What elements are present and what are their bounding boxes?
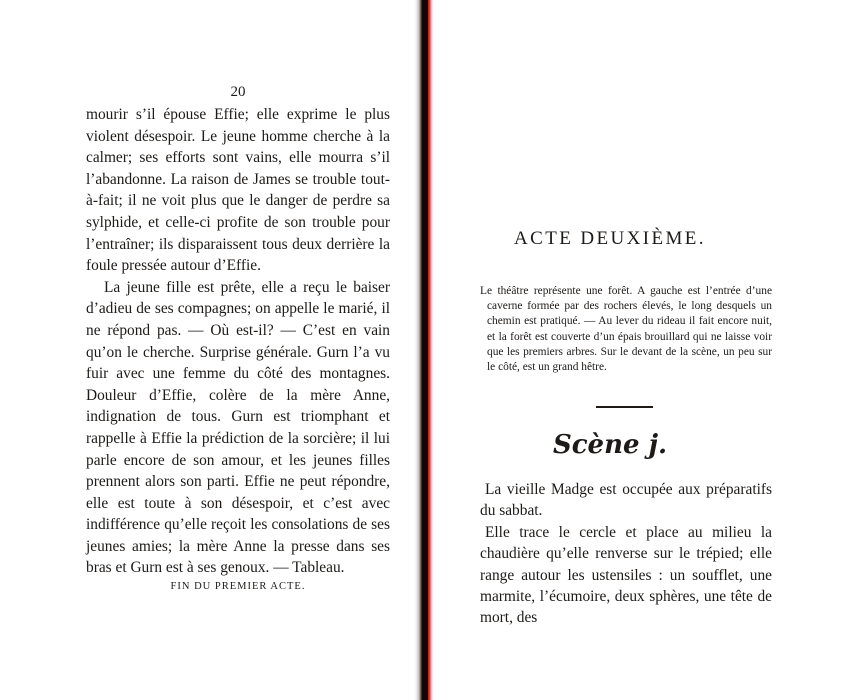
left-page-text (86, 104, 390, 579)
end-of-act-label: FIN DU PREMIER ACTE. (170, 581, 306, 592)
stage-direction: Le théâtre représente une forêt. A gauche est l’entrée d’une caverne formée par des rochers élevés, le long desquels un chemin est pratiqué. — Au lever du rideau il fait encore nuit, et la forêt est couverte d’un épais brouillard qui ne laisse voir que les premiers arbres. Sur le devant de la scène, un peu sur le côté, est un grand hêtre. (480, 285, 772, 374)
page-number: 20 (230, 84, 246, 100)
left-paragraph-1: mourir s’il épouse Effie; elle exprime le plus violent désespoir. Le jeune homme cherche à la calmer; ses efforts sont vains, elle mourra s’il l’abandonne. La raison de James se trouble tout-à-fait; il ne voit plus que le danger de perdre sa sylphide, et celle-ci profite de son trouble pour l’entraîner; ils disparaissent tous deux derrière la foule pressée autour d’Effie. (86, 106, 390, 275)
right-page-text (480, 479, 772, 629)
left-paragraph-2: La jeune fille est prête, elle a reçu le baiser d’adieu de ses compagnes; on appelle le marié, il ne répond pas. — Où est-il? — C’est en vain qu’on le cherche. Surprise générale. Gurn l’a vu fuir avec une femme du côté des montagnes. Douleur d’Effie, colère de la mère Anne, indignation de tous. Gurn est triomphant et rappelle à Effie la prédiction de la sorcière; il lui parle encore de son amour, et les jeunes filles prennent alors son parti. Effie ne peut répondre, elle est toute à son désespoir, et c’est avec indifférence qu’elle reçoit les consolations de ses jeunes amies; la mère Anne la presse dans ses bras et Gurn est à ses genoux. — Tableau. (86, 278, 390, 577)
right-paragraph-2: Elle trace le cercle et place au milieu la chaudière qu’elle renverse sur le trépied; elle range autour les ustensiles : un soufflet, une marmite, l’écumoire, deux sphères, une tête de mort, des (480, 523, 772, 627)
section-divider (596, 406, 653, 408)
act-title: ACTE DEUXIÈME. (514, 228, 706, 249)
left-page (0, 0, 414, 700)
book-binding (422, 0, 428, 700)
right-paragraph-1: La vieille Madge est occupée aux préparatifs du sabbat. (480, 481, 772, 520)
scene-title: Scène j. (552, 430, 668, 460)
